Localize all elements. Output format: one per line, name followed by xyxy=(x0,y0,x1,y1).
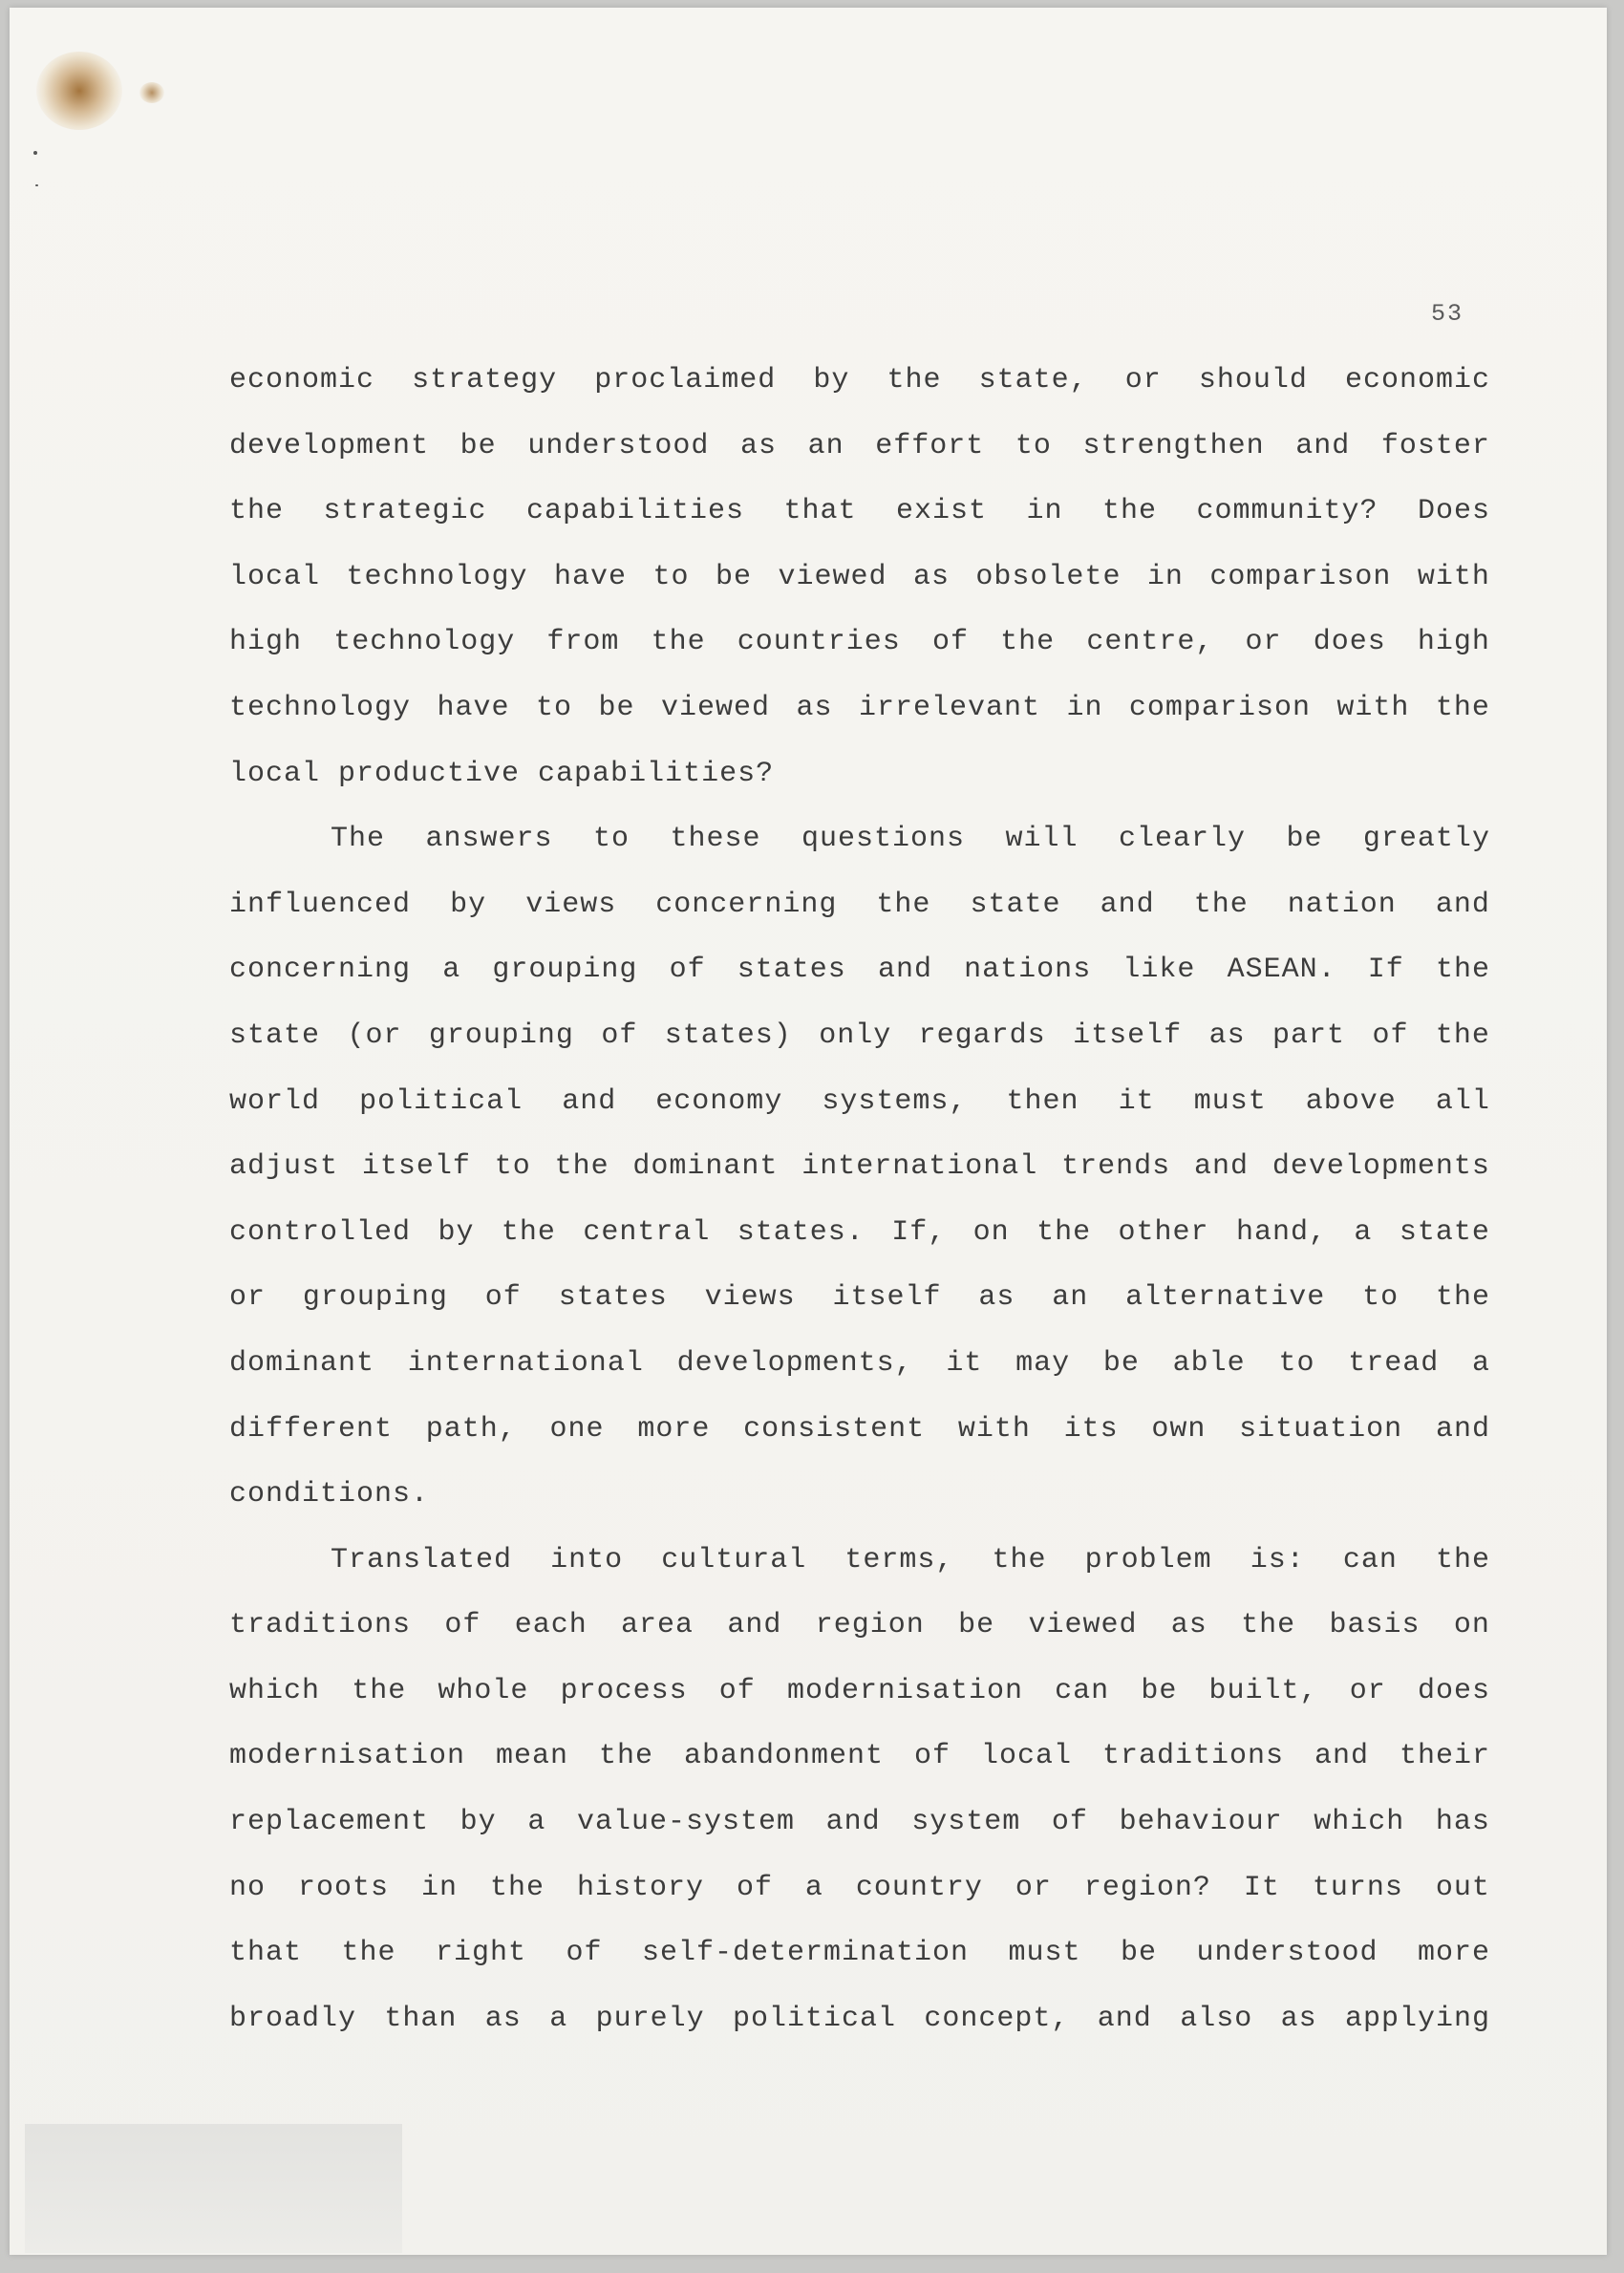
paragraph xyxy=(229,361,1490,820)
text-line: world political and economy systems, then it must above all xyxy=(229,1084,1490,1118)
scan-shadow xyxy=(25,2124,402,2253)
text-line: modernisation mean the abandonment of local traditions and their xyxy=(229,1740,1490,1773)
body-text xyxy=(229,361,1490,2065)
text-line: development be understood as an effort to strengthen and foster xyxy=(229,429,1490,462)
text-line: technology have to be viewed as irrelevant in comparison with the xyxy=(229,691,1490,724)
paragraph xyxy=(229,820,1490,1541)
text-line: different path, one more consistent with its own situation and xyxy=(229,1412,1490,1446)
text-line: no roots in the history of a country or region? It turns out xyxy=(229,1871,1490,1904)
stain-mark xyxy=(36,52,122,130)
text-line: that the right of self-determination must be understood more xyxy=(229,1937,1490,1970)
text-line: Translated into cultural terms, the problem is: can the xyxy=(331,1543,1490,1576)
paragraph xyxy=(229,1541,1490,2066)
document-page xyxy=(10,8,1607,2255)
text-line: broadly than as a purely political concept, and also as applying xyxy=(229,2002,1490,2035)
text-line: The answers to these questions will clearly be greatly xyxy=(331,823,1490,856)
text-line: economic strategy proclaimed by the state, or should economic xyxy=(229,364,1490,397)
text-line: high technology from the countries of the centre, or does high xyxy=(229,626,1490,659)
text-line: traditions of each area and region be viewed as the basis on xyxy=(229,1609,1490,1642)
page-number: 53 xyxy=(1431,300,1464,328)
text-line: controlled by the central states. If, on the other hand, a state xyxy=(229,1215,1490,1249)
text-line: local technology have to be viewed as obsolete in comparison with xyxy=(229,560,1490,593)
text-line: local productive capabilities? xyxy=(229,757,775,790)
ink-speck xyxy=(33,151,37,155)
ink-speck xyxy=(35,184,38,186)
text-line: the strategic capabilities that exist in the community? Does xyxy=(229,495,1490,528)
text-line: conditions. xyxy=(229,1478,430,1512)
text-line: dominant international developments, it may be able to tread a xyxy=(229,1346,1490,1380)
text-line: influenced by views concerning the state and the nation and xyxy=(229,888,1490,921)
text-line: state (or grouping of states) only regards itself as part of the xyxy=(229,1019,1490,1052)
text-line: adjust itself to the dominant international trends and developments xyxy=(229,1150,1490,1184)
stain-mark-small xyxy=(139,82,164,103)
text-line: or grouping of states views itself as an alternative to the xyxy=(229,1281,1490,1315)
text-line: concerning a grouping of states and nations like ASEAN. If the xyxy=(229,954,1490,987)
text-line: which the whole process of modernisation can be built, or does xyxy=(229,1674,1490,1707)
text-line: replacement by a value-system and system of behaviour which has xyxy=(229,1806,1490,1839)
